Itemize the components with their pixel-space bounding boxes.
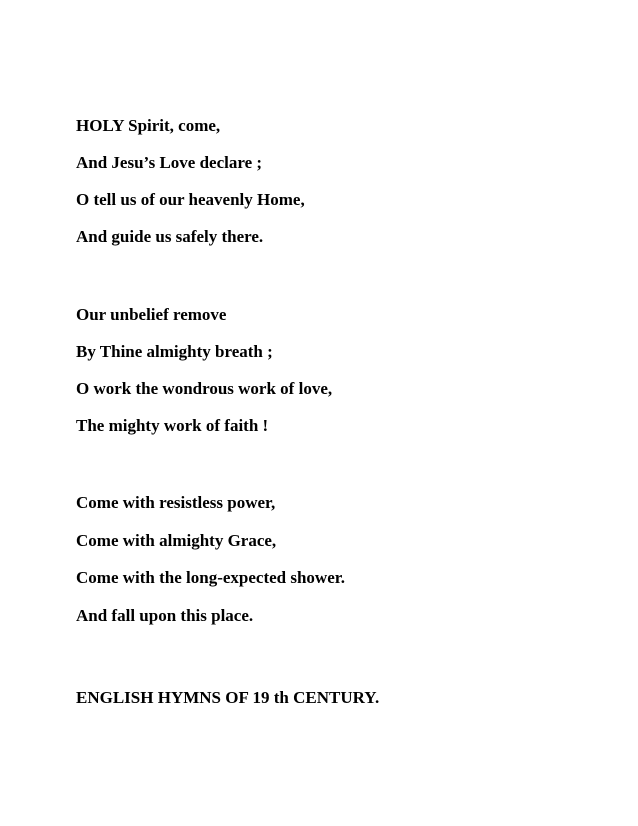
verse-line: The mighty work of faith ! [76,416,269,435]
verse-line: Come with almighty Grace, [76,531,277,550]
verse-line: Our unbelief remove [76,305,227,324]
verse-line: HOLY Spirit, come, [76,116,221,135]
verse-line: And fall upon this place. [76,606,254,625]
verse-line: And guide us safely there. [76,227,264,246]
verse-line: By Thine almighty breath ; [76,342,273,361]
attribution: ENGLISH HYMNS OF 19 th CENTURY. [76,688,380,707]
verse-line: Come with resistless power, [76,493,276,512]
verse-line: And Jesu’s Love declare ; [76,153,263,172]
verse-line: O work the wondrous work of love, [76,379,333,398]
verse-line: O tell us of our heavenly Home, [76,190,305,209]
verse-line: Come with the long-expected shower. [76,568,345,587]
